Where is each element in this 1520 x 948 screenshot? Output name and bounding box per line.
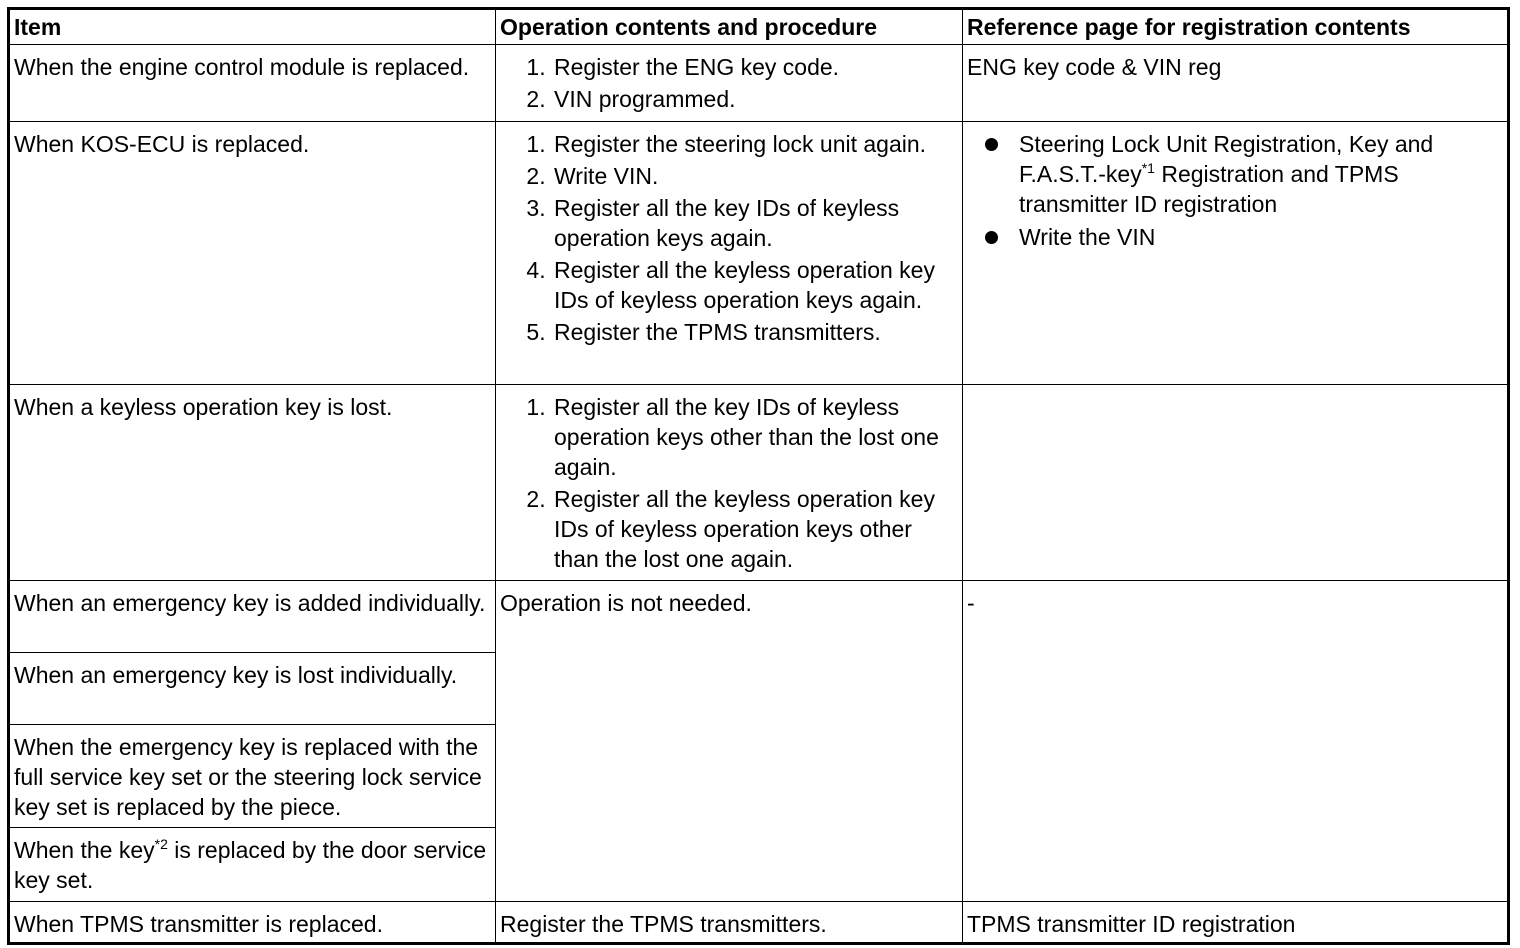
step-item: 2. Write VIN. bbox=[552, 161, 958, 191]
cell-item: When KOS-ECU is replaced. bbox=[9, 122, 496, 385]
table-row bbox=[9, 385, 1509, 581]
step-item: 2. Register all the keyless operation key IDs of keyless operation keys other than the lost one again. bbox=[552, 484, 958, 574]
step-item: 1. Register the steering lock unit again. bbox=[552, 129, 958, 159]
cell-operation bbox=[496, 122, 963, 385]
step-list bbox=[500, 129, 958, 347]
cell-item: When a keyless operation key is lost. bbox=[9, 385, 496, 581]
cell-item: When an emergency key is lost individually. bbox=[9, 653, 496, 725]
reference-list bbox=[967, 129, 1503, 252]
step-item: 4. Register all the keyless operation key IDs of keyless operation keys again. bbox=[552, 255, 958, 315]
step-list bbox=[500, 392, 958, 574]
table-header-row bbox=[9, 9, 1509, 45]
step-item: 1. Register all the key IDs of keyless operation keys other than the lost one again. bbox=[552, 392, 958, 482]
header-item: Item bbox=[9, 9, 496, 45]
cell-reference: ENG key code & VIN reg bbox=[963, 45, 1509, 122]
step-item: 1. Register the ENG key code. bbox=[552, 52, 958, 82]
cell-item bbox=[9, 828, 496, 902]
cell-item: When the emergency key is replaced with the full service key set or the steering lock service key set is replaced by the piece. bbox=[9, 725, 496, 828]
cell-operation bbox=[496, 385, 963, 581]
item-text: is replaced by the door service key set. bbox=[14, 837, 487, 893]
cell-reference bbox=[963, 122, 1509, 385]
reference-text: Steering Lock Unit Registration, Key and F.A.S.T.-key bbox=[1019, 131, 1434, 187]
cell-reference: - bbox=[963, 581, 1509, 902]
header-reference: Reference page for registration contents bbox=[963, 9, 1509, 45]
table-row bbox=[9, 45, 1509, 122]
cell-item: When the engine control module is replaced. bbox=[9, 45, 496, 122]
step-list bbox=[500, 52, 958, 114]
key-registration-table bbox=[7, 7, 1510, 945]
step-item: 2. VIN programmed. bbox=[552, 84, 958, 114]
cell-reference: TPMS transmitter ID registration bbox=[963, 902, 1509, 944]
step-item: 5. Register the TPMS transmitters. bbox=[552, 317, 958, 347]
cell-operation bbox=[496, 45, 963, 122]
header-operation: Operation contents and procedure bbox=[496, 9, 963, 45]
item-text: When the key bbox=[14, 837, 155, 863]
table-row bbox=[9, 902, 1509, 944]
cell-item: When TPMS transmitter is replaced. bbox=[9, 902, 496, 944]
cell-operation: Operation is not needed. bbox=[496, 581, 963, 902]
footnote-marker: *2 bbox=[154, 836, 168, 852]
footnote-marker: *1 bbox=[1141, 160, 1155, 176]
reference-text: Registration and TPMS transmitter ID registration bbox=[1019, 161, 1399, 217]
cell-item: When an emergency key is added individually. bbox=[9, 581, 496, 653]
step-item: 3. Register all the key IDs of keyless operation keys again. bbox=[552, 193, 958, 253]
cell-reference bbox=[963, 385, 1509, 581]
table-row bbox=[9, 581, 1509, 653]
table-row bbox=[9, 122, 1509, 385]
reference-item bbox=[1019, 129, 1503, 219]
reference-item: Write the VIN bbox=[1019, 222, 1503, 252]
cell-operation: Register the TPMS transmitters. bbox=[496, 902, 963, 944]
